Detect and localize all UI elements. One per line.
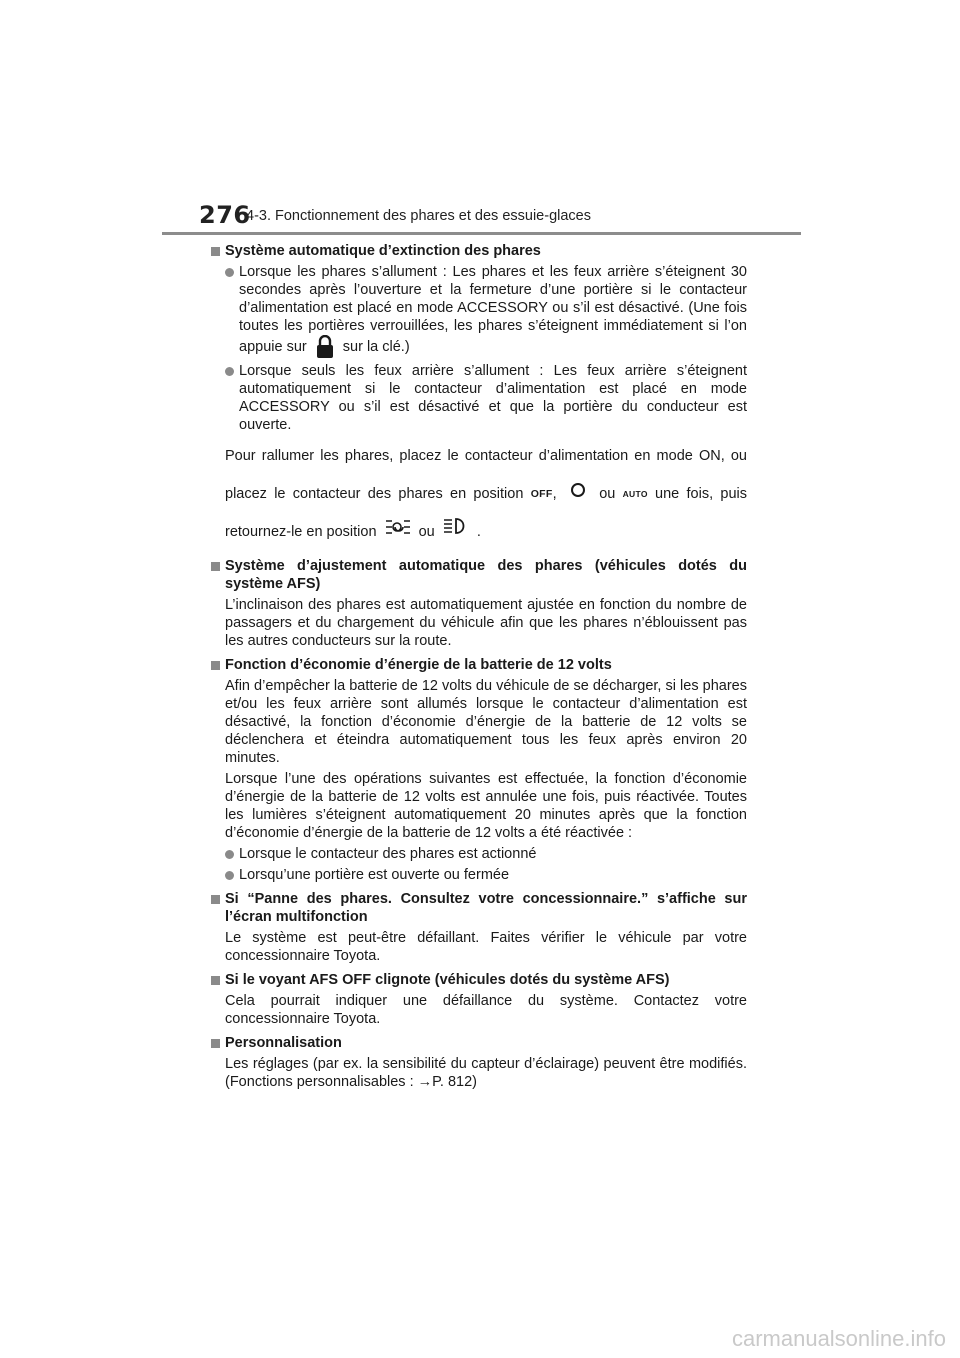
perso-paragraph: Les réglages (par ex. la sensibilité du capteur d’éclairage) peuvent être modifiés. (Fonctions personnalisables : →P. 812) [225,1056,747,1091]
heading-panne [211,890,747,926]
round-bullet-icon [225,367,234,376]
bullet-door [211,866,747,884]
heading-battery [211,656,747,674]
bullet-switch [211,845,747,863]
heading-afs-off [211,971,747,989]
bullet-text: Lorsque les phares s’allument : Les phares et les feux arrière s’éteignent 30 secondes après l’ouverture et la fermeture d’une portière si le contacteur d’alimentation est placé en mode ACCESSORY ou s’il est désactivé. (Une fois toutes les portières verrouillées, les phares s’éteignent immédiatement si l’on appuie sur [239,264,747,355]
watermark: carmanualsonline.info [731,1326,946,1351]
page-body [211,242,747,1091]
square-bullet-icon [211,895,220,904]
relight-text-2: une fois, puis retournez-le en position [225,486,747,541]
square-bullet-icon [211,976,220,985]
period: . [476,524,481,541]
heading-text: Personnalisation [225,1035,342,1052]
panne-paragraph: Le système est peut-être défaillant. Faites vérifier le véhicule par votre concessionnaire Toyota. [225,930,747,965]
heading-text: Si “Panne des phares. Consultez votre concessionnaire.” s’affiche sur l’écran multifonction [225,891,747,926]
off-position-label: OFF [530,488,553,501]
bullet-tail-lights [211,362,747,434]
auto-position-label: AUTO [622,489,648,500]
round-bullet-icon [225,871,234,880]
bullet-headlights-on [211,263,747,359]
section-title: 4-3. Fonctionnement des phares et des essuie-glaces [246,208,591,224]
comma: , [552,486,557,502]
heading-auto-off [211,242,747,260]
bullet-text-end: sur la clé.) [342,338,410,355]
heading-perso [211,1034,747,1052]
bullet-text: Lorsque le contacteur des phares est actionné [239,846,537,863]
header-rule [162,232,801,235]
relight-text: Pour rallumer les phares, placez le contacteur d’alimentation en mode ON, ou placez le contacteur des phares en position [225,448,747,502]
bullet-text: Lorsqu’une portière est ouverte ou fermée [239,867,510,884]
heading-text: Si le voyant AFS OFF clignote (véhicules dotés du système AFS) [225,972,670,989]
heading-text: Système automatique d’extinction des phares [225,243,541,259]
bullet-text: Lorsque seuls les feux arrière s’allument : Les feux arrière s’éteignent automatiquement si le contacteur d’alimentation est placé en mode ACCESSORY ou s’il est désactivé et que la portière du conducteur est ouverte. [239,363,747,433]
side-lights-icon [567,475,589,513]
round-bullet-icon [225,268,234,277]
round-bullet-icon [225,850,234,859]
page-header [0,0,960,240]
battery-paragraph-2: Lorsque l’une des opérations suivantes est effectuée, la fonction d’économie d’énergie de la batterie de 12 volts est annulée une fois, puis réactivée. Toutes les lumières s’éteignent automatiquement 20 minutes après que la fonction d’économie d’énergie de la batterie de 12 volts a été réactivée : [225,771,747,842]
relight-paragraph [211,437,747,551]
page-number: 276 [199,201,251,229]
heading-text: Système d’ajustement automatique des phares (véhicules dotés du système AFS) [225,558,747,593]
heading-afs [211,557,747,593]
afs-off-paragraph: Cela pourrait indiquer une défaillance du système. Contactez votre concessionnaire Toyota. [225,993,747,1028]
square-bullet-icon [211,1039,220,1048]
square-bullet-icon [211,661,220,670]
heading-text: Fonction d’économie d’énergie de la batterie de 12 volts [225,657,612,674]
afs-paragraph: L’inclinaison des phares est automatiquement ajustée en fonction du nombre de passagers et du chargement du véhicule afin que les phares n’éblouissent pas les autres conducteurs sur la route. [225,597,747,650]
headlight-icon [442,513,470,551]
ou-text: ou [599,486,616,502]
square-bullet-icon [211,562,220,571]
lock-icon [315,335,335,359]
parking-lights-icon [384,513,412,551]
square-bullet-icon [211,247,220,256]
ou-text-2: ou [418,524,435,541]
battery-paragraph-1: Afin d’empêcher la batterie de 12 volts du véhicule de se décharger, si les phares et/ou les feux arrière sont allumés lorsque le contacteur d’alimentation est désactivé, la fonction d’économie d’énergie de la batterie de 12 volts se déclenchera et éteindra automatiquement tous les feux après environ 20 minutes. [225,678,747,767]
